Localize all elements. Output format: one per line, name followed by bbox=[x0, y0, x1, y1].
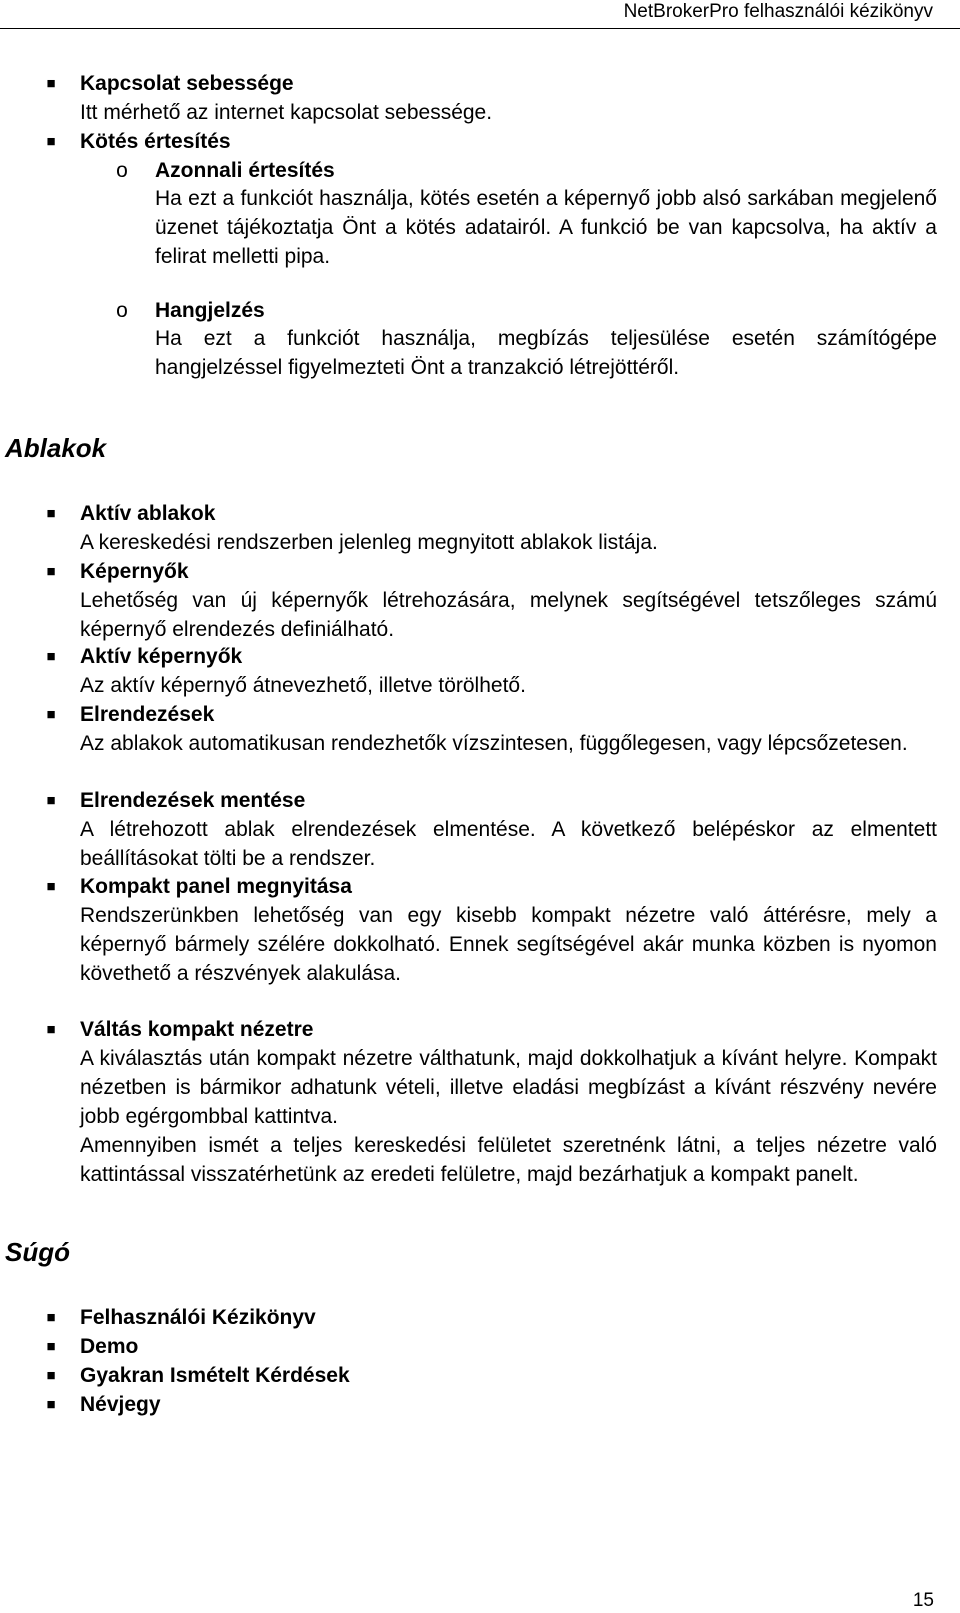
bullet-icon: ■ bbox=[46, 792, 56, 809]
section-heading-sugo: Súgó bbox=[5, 1237, 70, 1267]
item-text: Rendszerünkben lehetőség van egy kisebb kompakt nézetre való áttérésre, mely a képernyő bármely szélére dokkolható. Ennek segítségével akár munka közben is nyomon követhető a részvények alakulása. bbox=[80, 904, 937, 985]
item-text: Az aktív képernyő átnevezhető, illetve törölhető. bbox=[80, 674, 526, 697]
page-header bbox=[0, 0, 960, 29]
page-number: 15 bbox=[912, 1590, 934, 1611]
item-title: Aktív képernyők bbox=[80, 645, 243, 668]
item-title: Elrendezések bbox=[80, 703, 215, 726]
item-text: Amennyiben ismét a teljes kereskedési felületet szeretnénk látni, a teljes nézetre való kattintással visszatérhetünk az eredeti felületre, majd bezárhatjuk a kompakt panelt. bbox=[80, 1134, 937, 1186]
bullet-icon: ■ bbox=[46, 505, 56, 522]
item-text: Az ablakok automatikusan rendezhetők vízszintesen, függőlegesen, vagy lépcsőzetesen. bbox=[80, 732, 908, 755]
sub-bullet-icon: o bbox=[116, 299, 128, 322]
item-text: A kiválasztás után kompakt nézetre válthatunk, majd dokkolhatjuk a kívánt helyre. Kompakt nézetben is bármikor adhatunk vételi, illetve eladási megbízást a kívánt részvény nevére jobb egérgombbal kattintva. bbox=[80, 1047, 937, 1128]
item-title: Aktív ablakok bbox=[80, 502, 216, 525]
item-title: Képernyők bbox=[80, 560, 189, 583]
item-title: Elrendezések mentése bbox=[80, 789, 306, 812]
help-item: Gyakran Ismételt Kérdések bbox=[80, 1364, 350, 1387]
subitem-title: Azonnali értesítés bbox=[155, 159, 335, 182]
bullet-icon: ■ bbox=[46, 1309, 56, 1326]
help-item: Névjegy bbox=[80, 1393, 161, 1416]
item-title: Kapcsolat sebessége bbox=[80, 72, 294, 95]
help-item: Felhasználói Kézikönyv bbox=[80, 1306, 316, 1329]
bullet-icon: ■ bbox=[46, 1396, 56, 1413]
bullet-icon: ■ bbox=[46, 563, 56, 580]
item-text: A létrehozott ablak elrendezések elmentése. A következő belépéskor az elmentett beállításokat tölti be a rendszer. bbox=[80, 818, 937, 870]
sub-bullet-icon: o bbox=[116, 159, 128, 182]
item-text: Lehetőség van új képernyők létrehozására, melynek segítségével tetszőleges számú képernyő elrendezés definiálható. bbox=[80, 589, 937, 641]
item-text: A kereskedési rendszerben jelenleg megnyitott ablakok listája. bbox=[80, 531, 658, 554]
item-title: Kötés értesítés bbox=[80, 130, 231, 153]
bullet-icon: ■ bbox=[46, 133, 56, 150]
subitem-title: Hangjelzés bbox=[155, 299, 265, 322]
header-title: NetBrokerPro felhasználói kézikönyv bbox=[623, 1, 933, 22]
help-item: Demo bbox=[80, 1335, 139, 1358]
subitem-text: Ha ezt a funkciót használja, megbízás teljesülése esetén számítógépe hangjelzéssel figyelmezteti Önt a tranzakció létrejöttéről. bbox=[155, 327, 937, 379]
item-title: Váltás kompakt nézetre bbox=[80, 1018, 314, 1041]
item-text: Itt mérhető az internet kapcsolat sebessége. bbox=[80, 101, 493, 124]
section-heading-ablakok: Ablakok bbox=[5, 433, 107, 463]
bullet-icon: ■ bbox=[46, 648, 56, 665]
bullet-icon: ■ bbox=[46, 1367, 56, 1384]
bullet-icon: ■ bbox=[46, 706, 56, 723]
bullet-icon: ■ bbox=[46, 1021, 56, 1038]
item-title: Kompakt panel megnyitása bbox=[80, 875, 352, 898]
subitem-text: Ha ezt a funkciót használja, kötés esetén a képernyő jobb alsó sarkában megjelenő üzenet tájékoztatja Önt a kötés adatairól. A funkció be van kapcsolva, ha aktív a felirat melletti pipa. bbox=[155, 187, 937, 268]
bullet-icon: ■ bbox=[46, 75, 56, 92]
bullet-icon: ■ bbox=[46, 1338, 56, 1355]
bullet-icon: ■ bbox=[46, 878, 56, 895]
